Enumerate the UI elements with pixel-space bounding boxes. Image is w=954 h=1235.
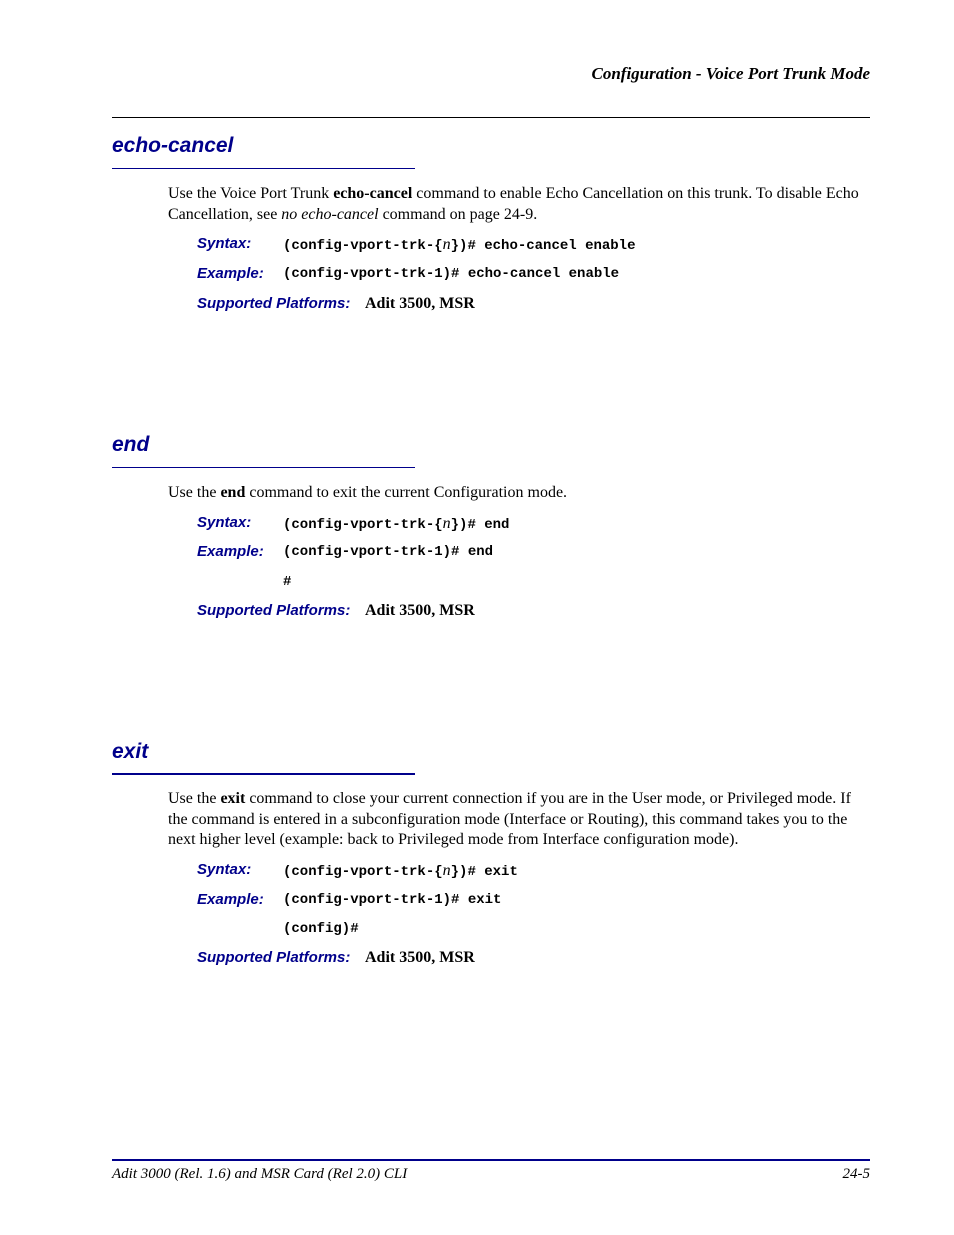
example-code: (config-vport-trk-1)# end bbox=[283, 544, 494, 560]
example-label: Example: bbox=[197, 543, 264, 560]
section-title-exit: exit bbox=[112, 740, 149, 763]
page-number: 24-5 bbox=[842, 1166, 870, 1182]
footer-document-title: Adit 3000 (Rel. 1.6) and MSR Card (Rel 2.0) CLI bbox=[112, 1166, 408, 1182]
syntax-label: Syntax: bbox=[197, 235, 252, 252]
section-description: Use the end command to exit the current Configuration mode. bbox=[168, 484, 568, 501]
example-code: (config-vport-trk-1)# exit bbox=[283, 892, 502, 908]
command-keyword: exit bbox=[220, 790, 246, 807]
example-code: (config-vport-trk-1)# echo-cancel enable bbox=[283, 266, 620, 282]
cross-reference: no echo-cancel bbox=[281, 205, 379, 223]
platforms-label: Supported Platforms: bbox=[197, 295, 351, 312]
platforms-label: Supported Platforms: bbox=[197, 949, 351, 966]
example-label: Example: bbox=[197, 265, 264, 282]
section-rule bbox=[112, 773, 415, 775]
platforms-value: Adit 3500, MSR bbox=[365, 602, 475, 619]
syntax-code: (config-vport-trk-{n})# end bbox=[283, 515, 510, 533]
example-result: # bbox=[283, 574, 292, 590]
section-title-end: end bbox=[112, 433, 150, 456]
syntax-label: Syntax: bbox=[197, 514, 252, 531]
header-rule bbox=[112, 117, 870, 118]
section-rule bbox=[112, 168, 415, 169]
section-rule bbox=[112, 467, 415, 468]
syntax-code: (config-vport-trk-{n})# echo-cancel enable bbox=[283, 236, 636, 254]
section-description: Use the exit command to close your current connection if you are in the User mode, or Privileged mode. If the command is entered in a subconfiguration mode (Interface or Routing), this command takes you to the next higher level (example: back to Privileged mode from Interface configuration mode). bbox=[168, 790, 851, 848]
example-label: Example: bbox=[197, 891, 264, 908]
syntax-code: (config-vport-trk-{n})# exit bbox=[283, 862, 518, 880]
command-keyword: end bbox=[220, 484, 246, 501]
section-description: Use the Voice Port Trunk echo-cancel command to enable Echo Cancellation on this trunk. To disable Echo Cancellation, see no echo-cancel command on page 24-9. bbox=[168, 185, 859, 223]
platforms-label: Supported Platforms: bbox=[197, 602, 351, 619]
platforms-value: Adit 3500, MSR bbox=[365, 949, 475, 966]
syntax-label: Syntax: bbox=[197, 861, 252, 878]
example-result: (config)# bbox=[283, 921, 359, 937]
section-title-echo-cancel: echo-cancel bbox=[112, 134, 234, 157]
running-header: Configuration - Voice Port Trunk Mode bbox=[591, 64, 870, 83]
platforms-value: Adit 3500, MSR bbox=[365, 295, 475, 312]
command-keyword: echo-cancel bbox=[333, 185, 413, 202]
footer-rule bbox=[112, 1159, 870, 1161]
